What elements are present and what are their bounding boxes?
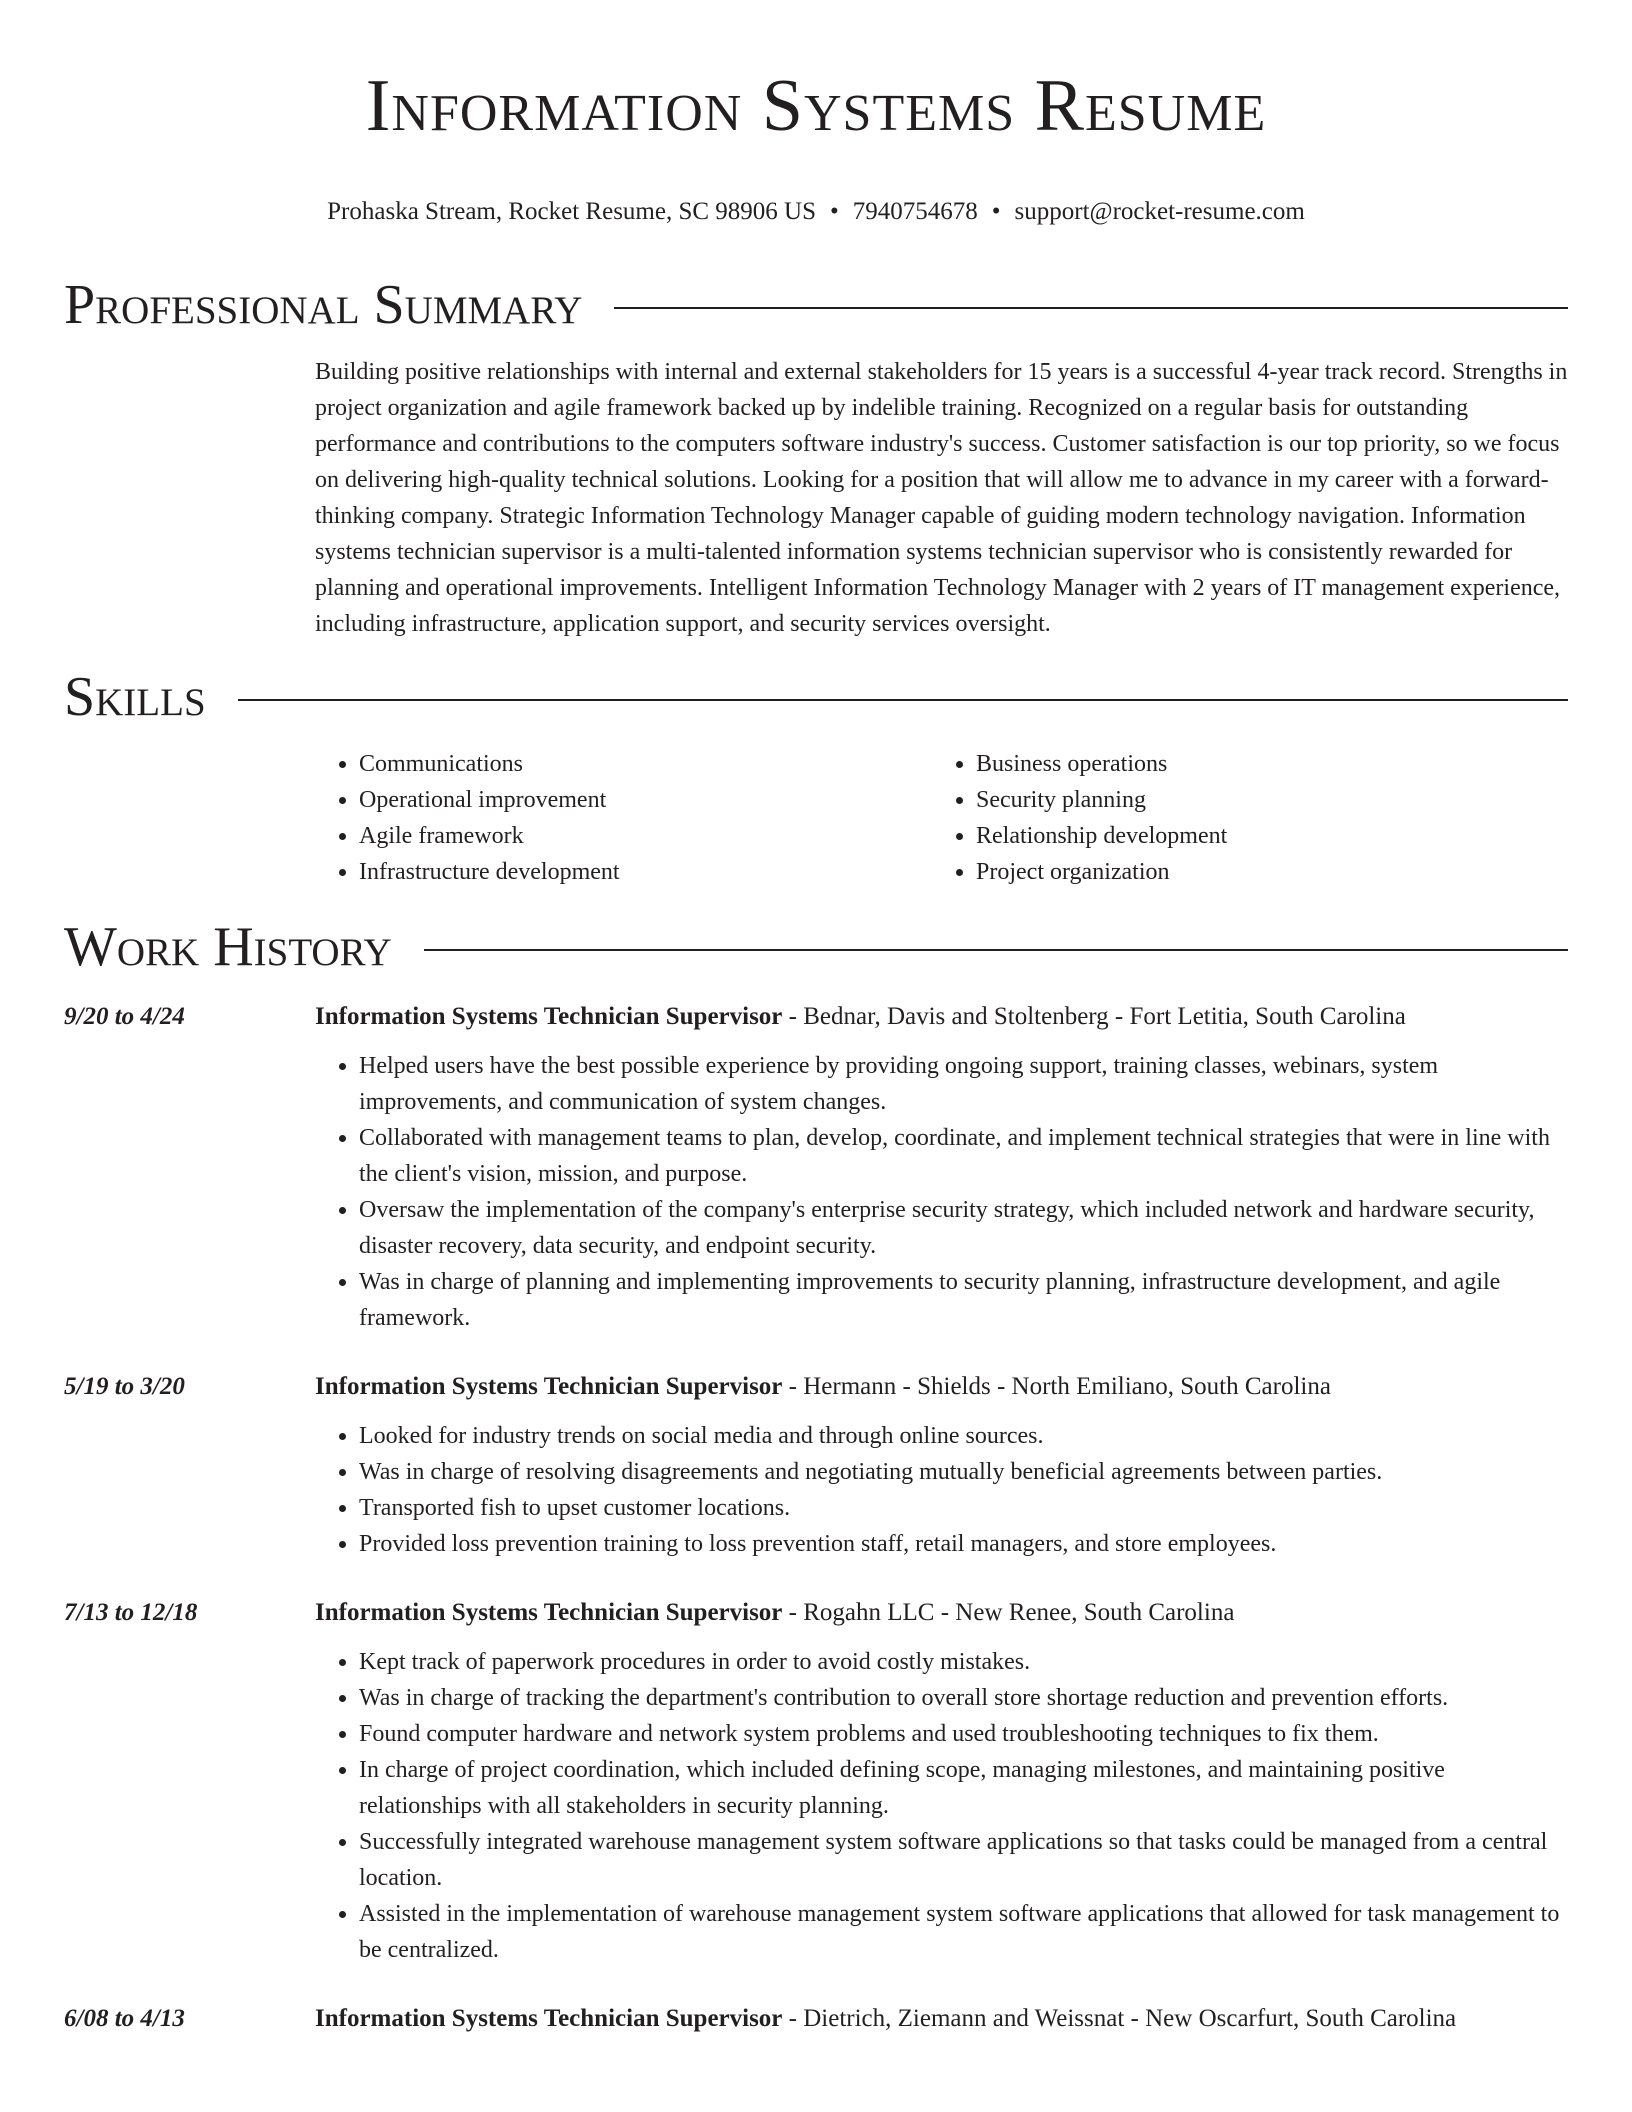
skills-list [315,746,1568,890]
summary-section-header [64,274,1568,336]
job-entry [64,1370,1568,1562]
job-employer: - Bednar, Davis and Stoltenberg - Fort Letitia, South Carolina [782,1003,1406,1030]
job-title-line [315,1370,1568,1404]
job-bullet: • Kept track of paperwork procedures in order to avoid costly mistakes. [359,1644,1568,1680]
job-bullets [315,1418,1568,1562]
job-bullet: • Looked for industry trends on social media and through online sources. [359,1418,1568,1454]
skill-item: • Relationship development [976,818,1549,854]
job-title: Information Systems Technician Supervisor [315,1599,783,1626]
job-bullet: • In charge of project coordination, which included defining scope, managing milestones, and maintaining positive relationships with all stakeholders in security planning. [359,1752,1568,1824]
job-entry [64,1596,1568,1968]
job-dates: 7/13 to 12/18 [64,1599,198,1626]
section-divider [614,307,1568,309]
job-employer: - Dietrich, Ziemann and Weissnat - New Oscarfurt, South Carolina [782,2005,1457,2032]
job-title-line [315,2002,1568,2036]
skill-item: • Project organization [976,854,1549,890]
resume-title: Information Systems Resume [365,65,1267,147]
job-entry [64,1000,1568,1336]
job-title: Information Systems Technician Supervisor [315,1003,783,1030]
job-bullet: • Was in charge of tracking the department's contribution to overall store shortage reduction and prevention efforts. [359,1680,1568,1716]
job-bullet: • Transported fish to upset customer locations. [359,1490,1568,1526]
skills-heading: Skills [64,666,206,728]
skill-item: • Security planning [976,782,1549,818]
contact-address: Prohaska Stream, Rocket Resume, SC 98906 US [327,198,817,225]
job-entry [64,2002,1568,2036]
job-title-line [315,1000,1568,1034]
contact-separator: • [991,198,1001,225]
work-history-section-header [64,916,1568,978]
job-bullets [315,1644,1568,1968]
skills-column-right [932,746,1549,890]
contact-separator: • [830,198,839,225]
job-bullets [315,1048,1568,1336]
section-divider [238,699,1568,701]
skill-item: • Communications [359,746,932,782]
job-bullet: • Was in charge of resolving disagreements and negotiating mutually beneficial agreements between parties. [359,1454,1568,1490]
job-title: Information Systems Technician Supervisor [315,1373,783,1400]
contact-phone: 7940754678 [852,198,978,225]
skill-item: • Infrastructure development [359,854,932,890]
job-bullet: • Successfully integrated warehouse management system software applications so that tasks could be managed from a central location. [359,1824,1568,1896]
job-employer: - Hermann - Shields - North Emiliano, South Carolina [782,1373,1331,1400]
contact-line [64,196,1568,228]
job-dates: 5/19 to 3/20 [64,1373,185,1400]
skills-section-header [64,666,1568,728]
job-employer: - Rogahn LLC - New Renee, South Carolina [782,1599,1235,1626]
job-title-line [315,1596,1568,1630]
summary-text: Building positive relationships with internal and external stakeholders for 15 years is a successful 4-year track record. Strengths in project organization and agile framework backed up by indelible training. Recognized on a regular basis for outstanding performance and contributions to the computers software industry's success. Customer satisfaction is our top priority, so we focus on delivering high-quality technical solutions. Looking for a position that will allow me to advance in my career with a forward-thinking company. Strategic Information Technology Manager capable of guiding modern technology navigation. Information systems technician supervisor is a multi-talented information systems technician supervisor who is consistently rewarded for planning and operational improvements. Intelligent Information Technology Manager with 2 years of IT management experience, including infrastructure, application support, and security services oversight. [315,359,1568,637]
job-bullet: • Provided loss prevention training to loss prevention staff, retail managers, and store employees. [359,1526,1568,1562]
job-bullet: • Collaborated with management teams to plan, develop, coordinate, and implement technical strategies that were in line with the client's vision, mission, and purpose. [359,1120,1568,1192]
job-dates: 6/08 to 4/13 [64,2005,185,2032]
section-divider [424,949,1568,951]
contact-email: support@rocket-resume.com [1014,198,1305,225]
skills-column-left [315,746,932,890]
skill-item: • Agile framework [359,818,932,854]
job-title: Information Systems Technician Supervisor [315,2005,783,2032]
work-history-heading: Work History [64,916,392,978]
job-bullet: • Helped users have the best possible experience by providing ongoing support, training classes, webinars, system improvements, and communication of system changes. [359,1048,1568,1120]
job-bullet: • Oversaw the implementation of the company's enterprise security strategy, which included network and hardware security, disaster recovery, data security, and endpoint security. [359,1192,1568,1264]
summary-heading: Professional Summary [64,274,583,336]
job-dates: 9/20 to 4/24 [64,1003,185,1030]
job-bullet: • Assisted in the implementation of warehouse management system software applications that allowed for task management to be centralized. [359,1896,1568,1968]
job-bullet: • Found computer hardware and network system problems and used troubleshooting techniques to fix them. [359,1716,1568,1752]
skill-item: • Operational improvement [359,782,932,818]
job-bullet: • Was in charge of planning and implementing improvements to security planning, infrastructure development, and agile framework. [359,1264,1568,1336]
skill-item: • Business operations [976,746,1549,782]
